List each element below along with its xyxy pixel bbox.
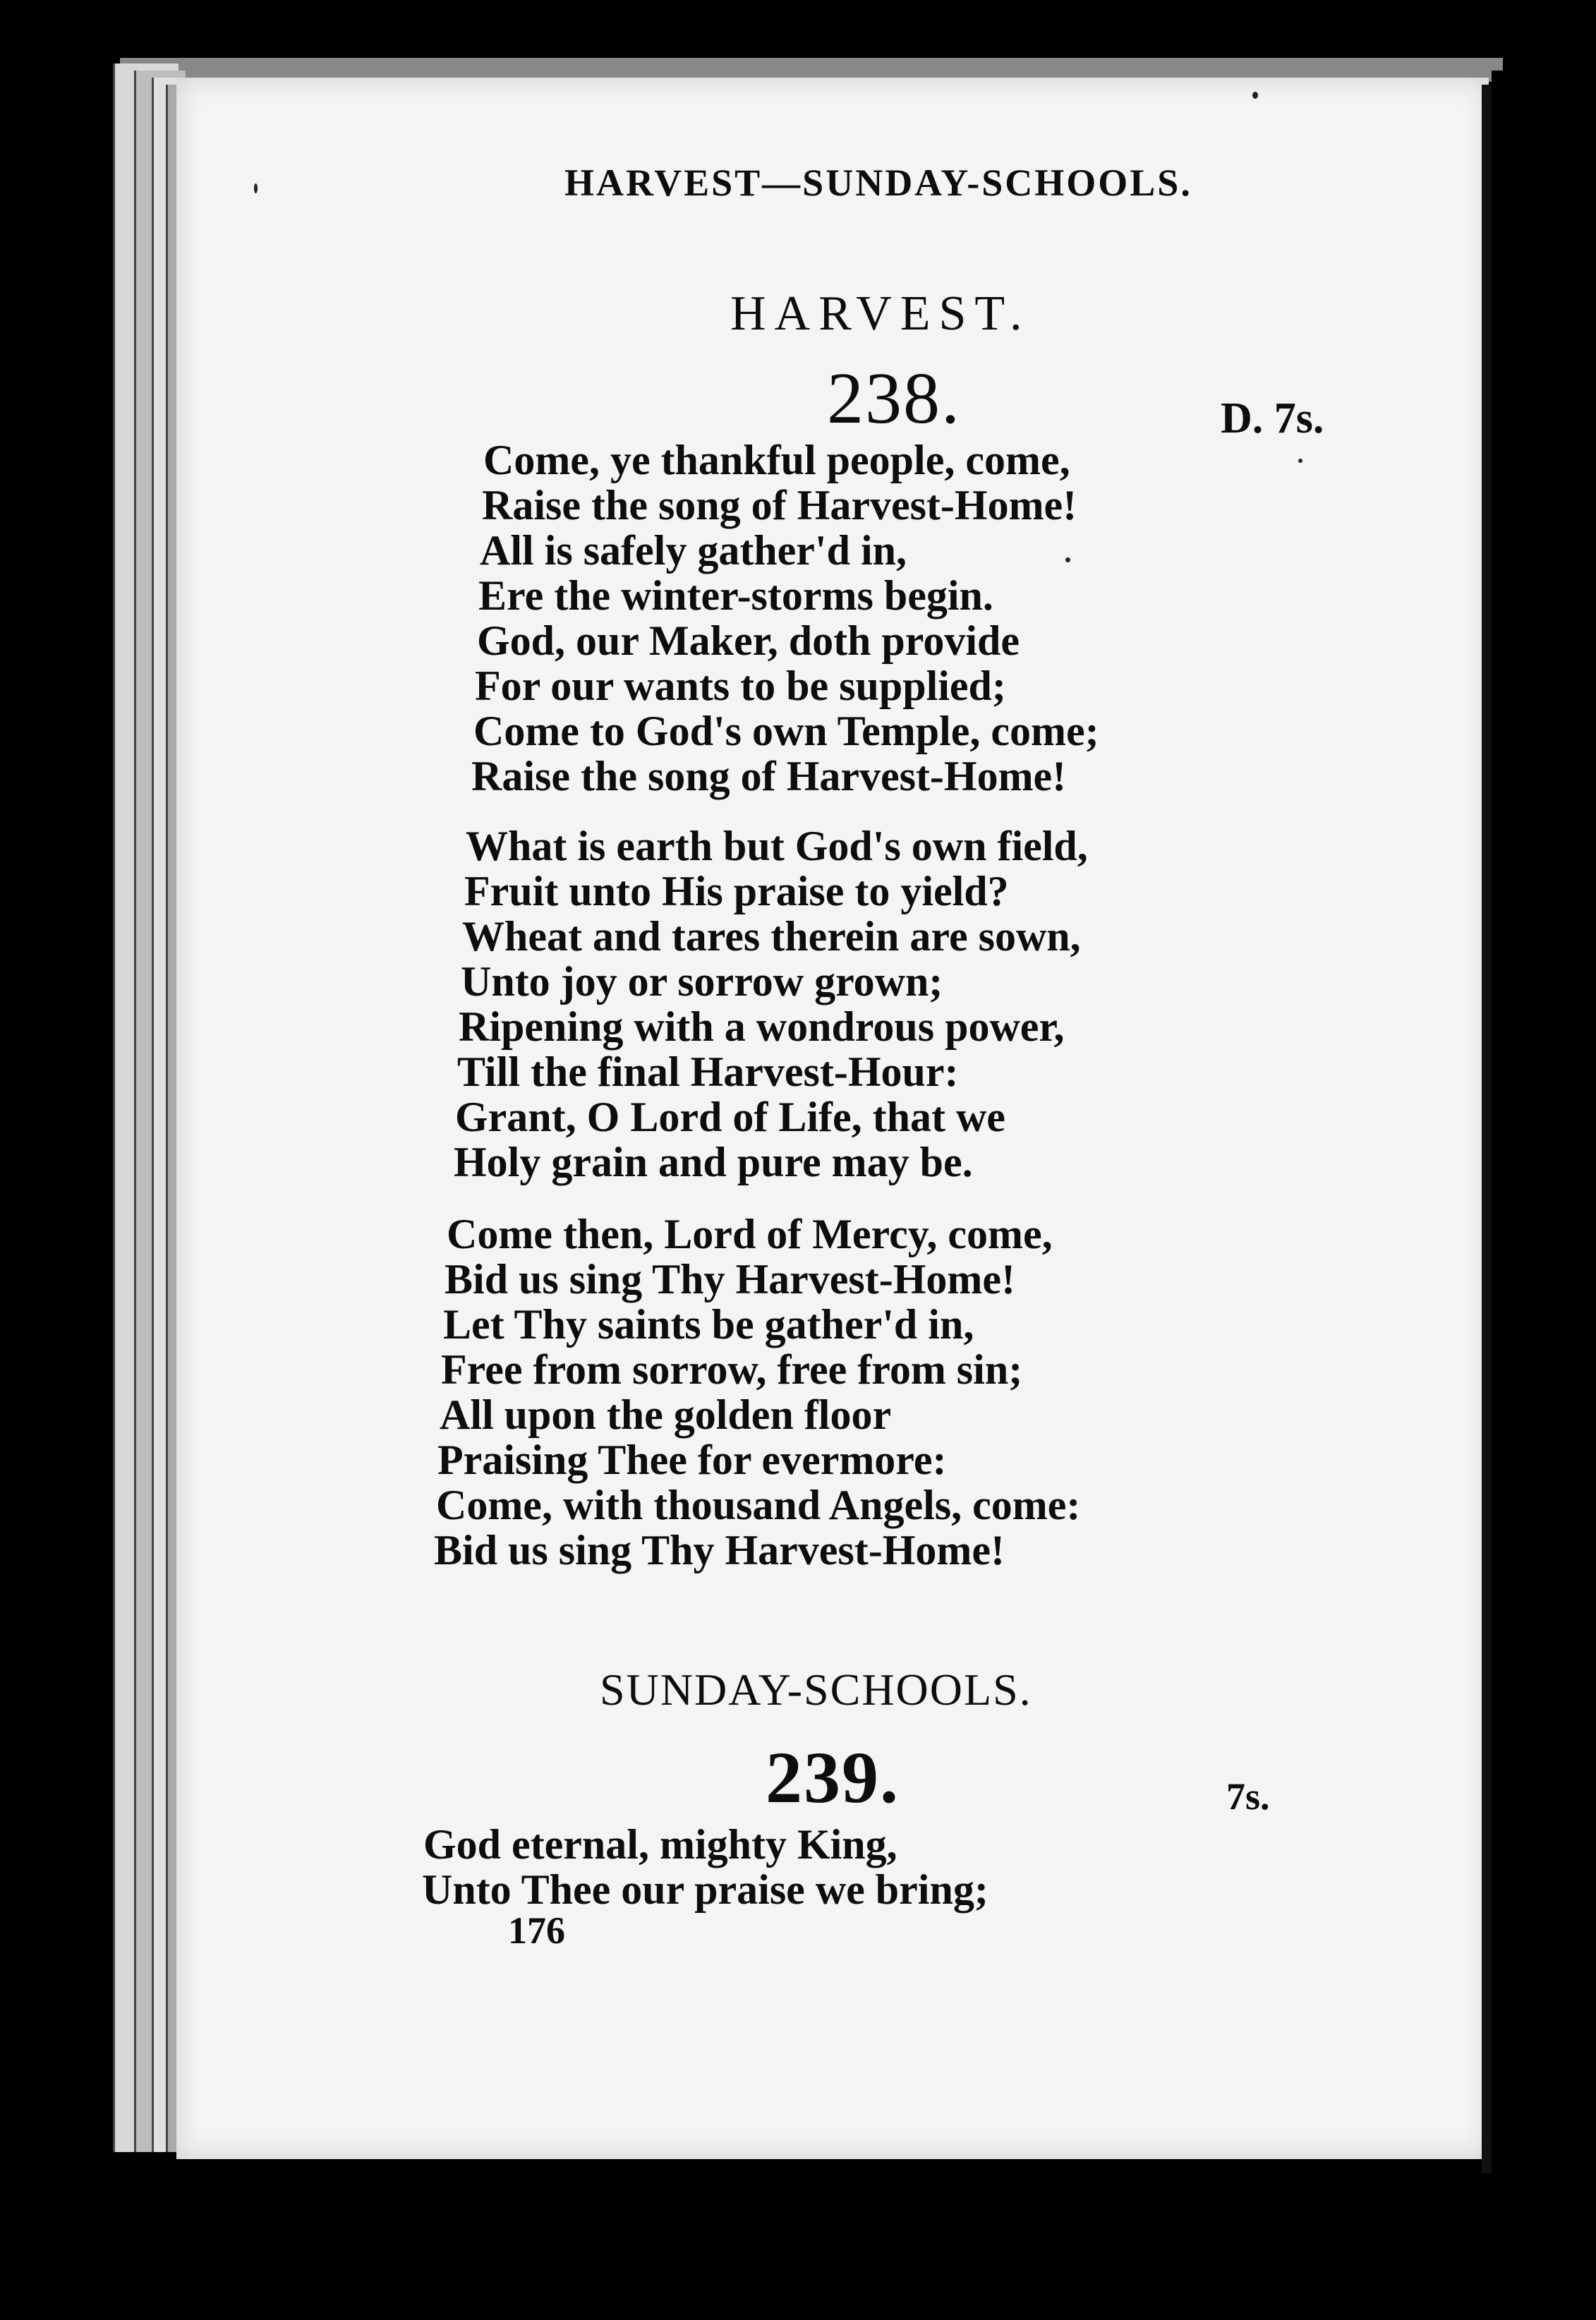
verse-line: Raise the song of Harvest-Home! xyxy=(471,753,1067,799)
hymn-meter-238: D. 7s. xyxy=(1221,394,1324,442)
section-title-harvest: HARVEST. xyxy=(730,286,1031,341)
verse-line: Come then, Lord of Mercy, come, xyxy=(447,1211,1053,1257)
verse-line: Ripening with a wondrous power, xyxy=(459,1003,1065,1050)
hymn-meter-239: 7s. xyxy=(1226,1775,1270,1818)
verse-line: Bid us sing Thy Harvest-Home! xyxy=(434,1527,1005,1573)
scan-border xyxy=(1492,71,1596,2173)
verse-line: Bid us sing Thy Harvest-Home! xyxy=(445,1256,1015,1303)
verse-line: For our wants to be supplied; xyxy=(475,663,1006,709)
verse-line: Wheat and tares therein are sown, xyxy=(462,913,1081,960)
verse-line: All upon the golden floor xyxy=(440,1391,892,1438)
verse-line: All is safely gather'd in, xyxy=(480,527,907,574)
verse-line: Come, with thousand Angels, come: xyxy=(436,1482,1081,1528)
verse-line: What is earth but God's own field, xyxy=(466,823,1088,869)
hymn-number-239: 239. xyxy=(766,1737,900,1818)
verse-line: Holy grain and pure may be. xyxy=(454,1139,973,1185)
book-spine-shadow xyxy=(1482,85,1492,2173)
verse-line: Praising Thee for evermore: xyxy=(437,1437,947,1483)
running-head: HARVEST—SUNDAY-SCHOOLS. xyxy=(564,162,1192,204)
section-title-sunday-schools: SUNDAY-SCHOOLS. xyxy=(600,1665,1032,1715)
hymn-number-238: 238. xyxy=(827,358,961,439)
verse-line: Till the final Harvest-Hour: xyxy=(457,1049,959,1095)
verse-line: God eternal, mighty King, xyxy=(423,1821,897,1868)
verse-line: Let Thy saints be gather'd in, xyxy=(443,1301,974,1348)
verse-line: Unto joy or sorrow grown; xyxy=(461,958,943,1005)
verse-line: Ere the winter-storms begin. xyxy=(478,572,993,619)
page-number: 176 xyxy=(508,1909,565,1952)
verse-line: Free from sorrow, free from sin; xyxy=(441,1346,1023,1393)
scan-speck xyxy=(254,183,258,193)
verse-line: God, our Maker, doth provide xyxy=(477,617,1020,664)
verse-line: Unto Thee our praise we bring; xyxy=(422,1866,989,1913)
verse-line: Come, ye thankful people, come, xyxy=(483,437,1070,483)
scan-speck xyxy=(1065,557,1070,562)
verse-line: Grant, O Lord of Life, that we xyxy=(455,1094,1005,1140)
scan-speck xyxy=(1252,92,1258,99)
verse-line: Come to God's own Temple, come; xyxy=(473,708,1099,754)
scan-speck xyxy=(1298,459,1302,463)
verse-line: Raise the song of Harvest-Home! xyxy=(482,482,1077,528)
verse-line: Fruit unto His praise to yield? xyxy=(464,868,1009,914)
